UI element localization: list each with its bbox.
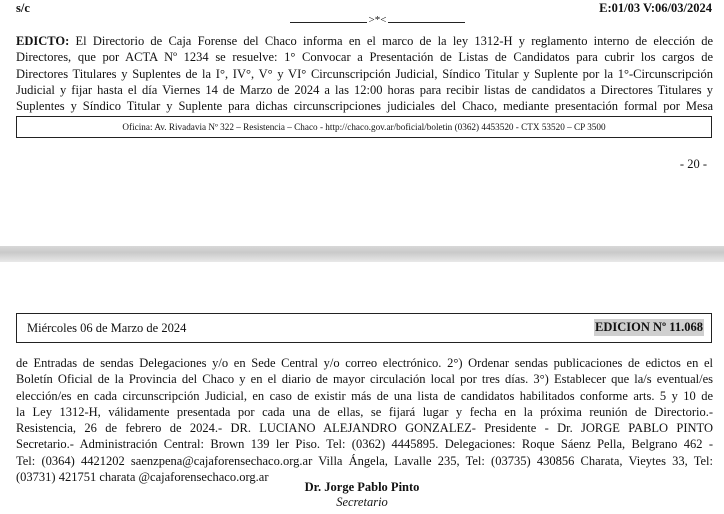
header-left-code: s/c <box>16 1 30 15</box>
separator-line-right <box>388 22 465 23</box>
separator-mark: >*< <box>368 14 387 26</box>
continuation-line: de Entradas de sendas Delegaciones y/o en Sede Central y/o correo electrónico. 2°) Ordenar sendas publicaciones de edictos en el <box>16 356 713 370</box>
page-gap <box>0 246 724 262</box>
date-header-box <box>16 313 712 343</box>
issue-date: Miércoles 06 de Marzo de 2024 <box>27 321 187 335</box>
continuation-line: Boletín Oficial de la Provincia del Chaco y en el diario de mayor circulación local por tres días. 3°) Establecer que la/s eventual/es <box>16 372 713 387</box>
edict-line: Suplentes y Síndico Titular y Suplente para dichas circunscripciones judiciales del Chaco, mediante presentación formal por Mesa <box>16 99 713 114</box>
edition-number: EDICION Nº 11.068 <box>595 320 703 334</box>
header-right-code: E:01/03 V:06/03/2024 <box>599 1 712 15</box>
edict-paragraph <box>16 33 713 114</box>
edict-line: Directores, que por ACTA Nº 1234 se resuelve: 1° Convocar a Presentación de Listas de Candidatos para cubrir los cargos de <box>16 50 713 65</box>
separator <box>290 14 465 26</box>
continuation-line: (03731) 421751 charata @cajaforensechaco.org.ar <box>16 470 269 485</box>
signature-name: Dr. Jorge Pablo Pinto <box>304 480 420 494</box>
continuation-line: Resistencia, 26 de febrero de 2024.- DR. LUCIANO ALEJANDRO GONZALEZ- Presidente - Dr. JORGE PABLO PINTO <box>16 421 713 436</box>
edict-line: Judicial y fijar hasta el día Viernes 14 de Marzo de 2024 a las 12:00 horas para recibir listas de candidatos a Directores Titulares y <box>16 82 713 97</box>
office-footer: Oficina: Av. Rivadavia Nº 322 – Resistencia – Chaco - http://chaco.gov.ar/boficial/boletin (0362) 4453520 - CTX 53520 – CP 3500 <box>16 116 712 138</box>
edict-line: Directores Titulares y Suplentes de la I°, IV°, V° y VI° Circunscripción Judicial, Síndico Titular y Suplente por la 1°-Circunscripción <box>16 66 713 81</box>
edict-line: EDICTO: El Directorio de Caja Forense del Chaco informa en el marco de la ley 1312-H y reglamento interno de elección de <box>16 34 713 48</box>
separator-line-left <box>290 22 367 23</box>
continuation-line: Secretario.- Administración Central: Brown 139 ler Piso. Tel: (0362) 4445895. Delegaciones: Roque Sáenz Pella, Belgrano 462 - <box>16 437 713 452</box>
continuation-line: la Ley 1312-H, válidamente presentada por cada una de ellas, se fijará lugar y fecha en la próxima reunión de Directorio.- <box>16 404 713 419</box>
edict-label: EDICTO: <box>16 34 70 48</box>
page-number: - 20 - <box>679 157 707 171</box>
continuation-line: elección/es en cada circunscripción Judicial, en caso de existir más de una lista de candidatos habilitados conforme arts. 5 y 10 de <box>16 388 713 403</box>
signature-role: Secretario <box>336 495 388 509</box>
continuation-line: Tel: (0364) 4421202 saenzpena@cajaforensechaco.org.ar Villa Ángela, Lavalle 235, Tel: (03735) 430856 Charata, Vieytes 33, Tel: <box>16 453 713 468</box>
continuation-paragraph <box>16 355 713 485</box>
